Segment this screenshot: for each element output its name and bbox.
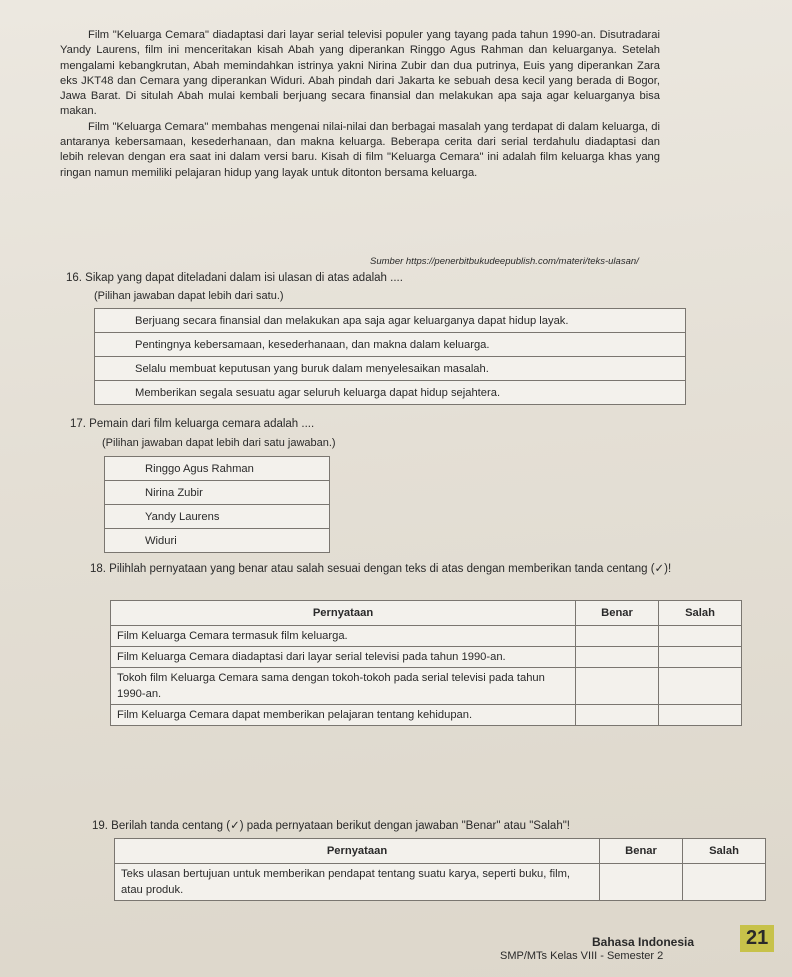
header-true: Benar xyxy=(576,601,659,626)
statement-text: Film Keluarga Cemara dapat memberikan pelajaran tentang kehidupan. xyxy=(111,705,576,726)
question-19: 19. Berilah tanda centang (✓) pada pernyataan berikut dengan jawaban "Benar" atau "Salah"! xyxy=(92,820,570,832)
false-checkbox[interactable] xyxy=(659,626,742,647)
option-row[interactable] xyxy=(95,333,686,357)
option-row[interactable] xyxy=(95,357,686,381)
false-checkbox[interactable] xyxy=(659,705,742,726)
option-text[interactable]: Memberikan segala sesuatu agar seluruh keluarga dapat hidup sejahtera. xyxy=(95,381,686,405)
option-row[interactable] xyxy=(95,381,686,405)
question-19-table xyxy=(114,838,766,901)
option-text[interactable]: Pentingnya kebersamaan, kesederhanaan, dan makna dalam keluarga. xyxy=(95,333,686,357)
header-statement: Pernyataan xyxy=(115,839,600,864)
passage-paragraph-1: Film "Keluarga Cemara" diadaptasi dari layar serial televisi populer yang tayang pada tahun 1990-an. Disutradarai Yandy Laurens, film ini menceritakan kisah Abah yang diperankan Ringgo Agus Rahman dan keluarganya. Setelah mengalami kebangkrutan, Abah memindahkan istrinya yakni Nirina Zubir dan dua putrinya, Euis yang diperankan Zara eks JKT48 dan Cemara yang diperankan Widuri. Abah pindah dari Jakarta ke sebuah desa kecil yang berada di Bogor, Jawa Barat. Di situlah Abah mulai kembali berjuang secara finansial dan melakukan apa saja agar keluarganya bisa makan. xyxy=(60,29,660,118)
statement-row xyxy=(115,864,766,901)
option-text[interactable]: Selalu membuat keputusan yang buruk dalam menyelesaikan masalah. xyxy=(95,357,686,381)
header-false: Salah xyxy=(683,839,766,864)
statement-text: Film Keluarga Cemara termasuk film keluarga. xyxy=(111,626,576,647)
option-row[interactable] xyxy=(105,505,330,529)
option-row[interactable] xyxy=(95,309,686,333)
question-18-table xyxy=(110,600,742,726)
true-checkbox[interactable] xyxy=(576,668,659,705)
question-17-options xyxy=(104,456,330,553)
statement-row xyxy=(111,647,742,668)
option-row[interactable] xyxy=(105,529,330,553)
statement-text: Film Keluarga Cemara diadaptasi dari layar serial televisi pada tahun 1990-an. xyxy=(111,647,576,668)
question-16-hint: (Pilihan jawaban dapat lebih dari satu.) xyxy=(94,290,284,302)
passage-paragraph-2: Film "Keluarga Cemara" membahas mengenai nilai-nilai dan berbagai masalah yang terdapat di dalam keluarga, di antaranya kebersamaan, kesederhanaan, dan makna keluarga. Beberapa cerita dari serial terdahulu diadaptasi dan lebih relevan dengan era saat ini dalam versi baru. Kisah di film "Keluarga Cemara" ini adalah film keluarga khas yang ringan namun memiliki pelajaran hidup yang layak untuk ditonton bersama keluarga. xyxy=(60,120,660,179)
question-17: 17. Pemain dari film keluarga cemara adalah .... xyxy=(70,418,315,430)
statement-text: Teks ulasan bertujuan untuk memberikan pendapat tentang suatu karya, seperti buku, film, atau produk. xyxy=(115,864,600,901)
option-row[interactable] xyxy=(105,457,330,481)
option-text[interactable]: Ringgo Agus Rahman xyxy=(105,457,330,481)
statement-row xyxy=(111,705,742,726)
true-checkbox[interactable] xyxy=(576,647,659,668)
header-false: Salah xyxy=(659,601,742,626)
true-checkbox[interactable] xyxy=(576,626,659,647)
review-passage xyxy=(60,28,660,181)
option-text[interactable]: Berjuang secara finansial dan melakukan apa saja agar keluarganya dapat hidup layak. xyxy=(95,309,686,333)
false-checkbox[interactable] xyxy=(683,864,766,901)
page-number: 21 xyxy=(740,925,774,952)
option-text[interactable]: Yandy Laurens xyxy=(105,505,330,529)
passage-source: Sumber https://penerbitbukudeepublish.com/materi/teks-ulasan/ xyxy=(370,256,639,267)
question-17-hint: (Pilihan jawaban dapat lebih dari satu jawaban.) xyxy=(102,437,336,449)
option-text[interactable]: Widuri xyxy=(105,529,330,553)
statement-text: Tokoh film Keluarga Cemara sama dengan tokoh-tokoh pada serial televisi pada tahun 1990-an. xyxy=(111,668,576,705)
true-checkbox[interactable] xyxy=(576,705,659,726)
question-16: 16. Sikap yang dapat diteladani dalam isi ulasan di atas adalah .... xyxy=(66,272,403,284)
header-statement: Pernyataan xyxy=(111,601,576,626)
question-16-options xyxy=(94,308,686,405)
grade-level: SMP/MTs Kelas VIII - Semester 2 xyxy=(500,950,664,962)
header-true: Benar xyxy=(600,839,683,864)
question-18: 18. Pilihlah pernyataan yang benar atau salah sesuai dengan teks di atas dengan memberikan tanda centang (✓)! xyxy=(90,563,672,575)
option-row[interactable] xyxy=(105,481,330,505)
option-text[interactable]: Nirina Zubir xyxy=(105,481,330,505)
statement-row xyxy=(111,626,742,647)
true-checkbox[interactable] xyxy=(600,864,683,901)
false-checkbox[interactable] xyxy=(659,668,742,705)
subject-title: Bahasa Indonesia xyxy=(592,935,695,949)
false-checkbox[interactable] xyxy=(659,647,742,668)
statement-row xyxy=(111,668,742,705)
